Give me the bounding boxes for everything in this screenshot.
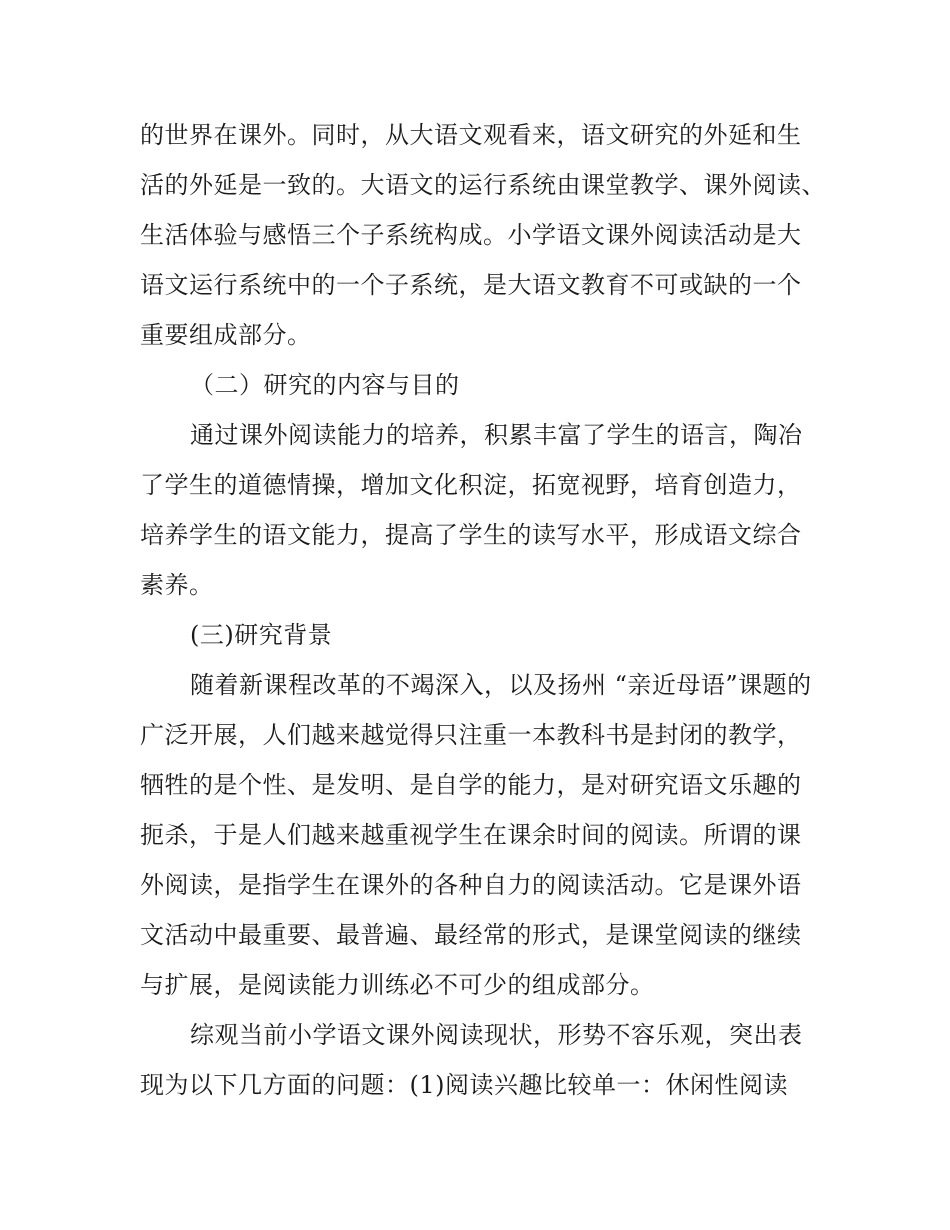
paragraph-line: 广泛开展，人们越来越觉得只注重一本教科书是封闭的教学， bbox=[140, 721, 802, 749]
paragraph-line: 外阅读，是指学生在课外的各种自力的阅读活动。它是课外语 bbox=[140, 871, 802, 899]
paragraph-line: 通过课外阅读能力的培养，积累丰富了学生的语言，陶冶 bbox=[190, 421, 803, 449]
paragraph-line: 文活动中最重要、最普遍、最经常的形式，是课堂阅读的继续 bbox=[140, 921, 802, 949]
paragraph-line: 了学生的道德情操，增加文化积淀，拓宽视野，培育创造力， bbox=[140, 471, 802, 499]
paragraph-line: 随着新课程改革的不竭深入，以及扬州 “亲近母语”课题的 bbox=[190, 671, 812, 699]
paragraph-line: 现为以下几方面的问题：(1)阅读兴趣比较单一：休闲性阅读 bbox=[140, 1071, 788, 1099]
paragraph-line: 素养。 bbox=[140, 571, 214, 599]
paragraph-line: 与扩展，是阅读能力训练必不可少的组成部分。 bbox=[140, 971, 655, 999]
section-heading: （二）研究的内容与目的 bbox=[190, 371, 460, 399]
paragraph-line: 活的外延是一致的。大语文的运行系统由课堂教学、课外阅读、 bbox=[140, 171, 826, 199]
paragraph-line: 扼杀，于是人们越来越重视学生在课余时间的阅读。所谓的课 bbox=[140, 821, 802, 849]
section-heading: (三)研究背景 bbox=[190, 621, 333, 649]
paragraph-line: 培养学生的语文能力，提高了学生的读写水平，形成语文综合 bbox=[140, 521, 802, 549]
paragraph-line: 牺牲的是个性、是发明、是自学的能力，是对研究语文乐趣的 bbox=[140, 771, 802, 799]
paragraph-line: 重要组成部分。 bbox=[140, 321, 312, 349]
paragraph-line: 综观当前小学语文课外阅读现状，形势不容乐观，突出表 bbox=[190, 1021, 803, 1049]
paragraph-line: 的世界在课外。同时，从大语文观看来，语文研究的外延和生 bbox=[140, 121, 802, 149]
paragraph-line: 语文运行系统中的一个子系统，是大语文教育不可或缺的一个 bbox=[140, 271, 802, 299]
paragraph-line: 生活体验与感悟三个子系统构成。小学语文课外阅读活动是大 bbox=[140, 221, 802, 249]
